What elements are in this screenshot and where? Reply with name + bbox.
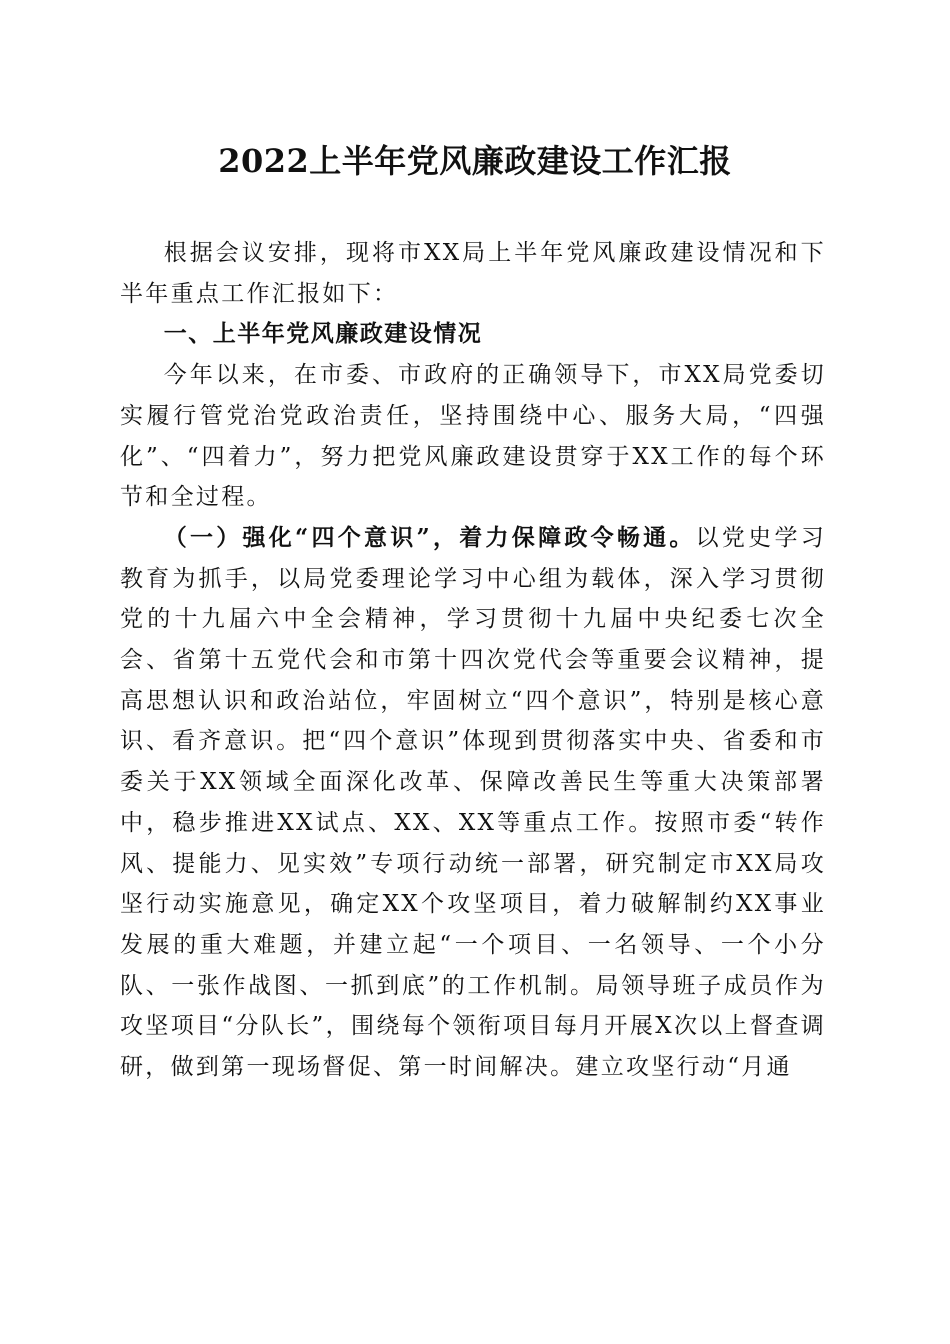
section-heading: 一、上半年党风廉政建设情况 <box>163 321 483 348</box>
subsection-lead: （一）强化“四个意识”，着力保障政令畅通。 <box>163 523 696 551</box>
section-paragraph: 今年以来，在市委、市政府的正确领导下，市XX局党委切实履行管党治党政治责任，坚持围绕中心、服务大局，“四强化”、“四着力”，努力把党风廉政建设贯穿于XX工作的每个环节和全过程。 <box>120 362 826 511</box>
intro-paragraph: 根据会议安排，现将市XX局上半年党风廉政建设情况和下半年重点工作汇报如下： <box>120 240 826 307</box>
document-body <box>120 233 826 1088</box>
subsection-paragraph <box>120 518 826 1088</box>
subsection-text: 以党史学习教育为抓手，以局党委理论学习中心组为载体，深入学习贯彻党的十九届六中全会精神，学习贯彻十九届中央纪委七次全会、省第十五党代会和市第十四次党代会等重要会议精神，提高思想认识和政治站位，牢固树立“四个意识”，特别是核心意识、看齐意识。把“四个意识”体现到贯彻落实中央、省委和市委关于XX领域全面深化改革、保障改善民生等重大决策部署中，稳步推进XX试点、XX、XX等重点工作。按照市委“转作风、提能力、见实效”专项行动统一部署，研究制定市XX局攻坚行动实施意见，确定XX个攻坚项目，着力破解制约XX事业发展的重大难题，并建立起“一个项目、一名领导、一个小分队、一张作战图、一抓到底”的工作机制。局领导班子成员作为攻坚项目“分队长”，围绕每个领衔项目每月开展X次以上督查调研，做到第一现场督促、第一时间解决。建立攻坚行动“月通 <box>120 524 827 1081</box>
document-title: 2022上半年党风廉政建设工作汇报 <box>218 142 732 180</box>
